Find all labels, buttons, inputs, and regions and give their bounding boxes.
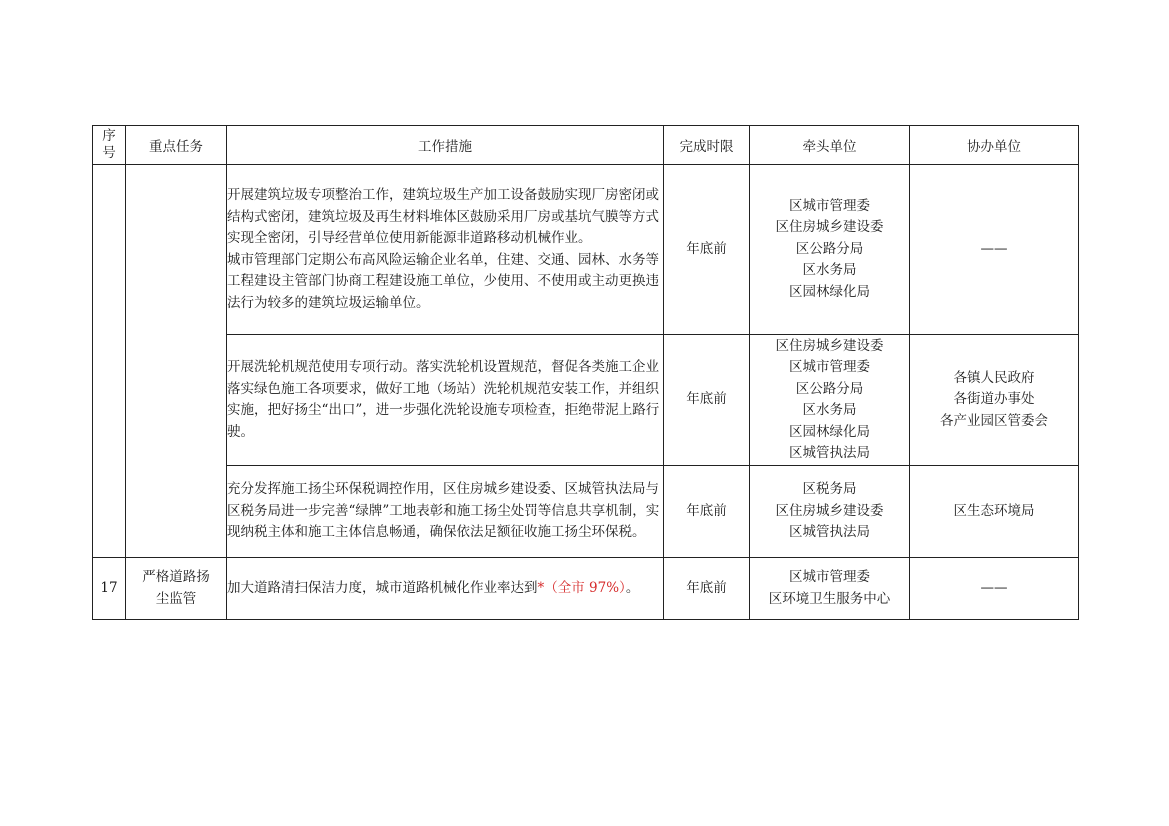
lead-units-cell: 区城市管理委 区环境卫生服务中心 — [750, 558, 910, 620]
measure-cell: 开展洗轮机规范使用专项行动。落实洗轮机设置规范，督促各类施工企业落实绿色施工各项要求，做好工地（场站）洗轮机规范安装工作，并组织实施，把好扬尘“出口”，进一步强化洗轮设施专项检查，拒绝带泥上路行驶。 — [227, 335, 664, 466]
header-deadline: 完成时限 — [664, 126, 750, 165]
seq-cell-empty — [93, 165, 126, 558]
table-row — [93, 335, 1079, 466]
deadline-cell: 年底前 — [664, 466, 750, 558]
assist-cell: 区生态环境局 — [910, 466, 1079, 558]
lead-units-cell: 区住房城乡建设委 区城市管理委 区公路分局 区水务局 区园林绿化局 区城管执法局 — [750, 335, 910, 466]
header-seq: 序 号 — [93, 126, 126, 165]
assist-cell: —— — [910, 165, 1079, 335]
header-assist: 协办单位 — [910, 126, 1079, 165]
task-cell-empty — [126, 165, 227, 558]
seq-cell: 17 — [93, 558, 126, 620]
measure-cell: 加大道路清扫保洁力度，城市道路机械化作业率达到*（全市 97%）。 — [227, 558, 664, 620]
deadline-cell: 年底前 — [664, 335, 750, 466]
lead-units-cell: 区城市管理委 区住房城乡建设委 区公路分局 区水务局 区园林绿化局 — [750, 165, 910, 335]
lead-units-cell: 区税务局 区住房城乡建设委 区城管执法局 — [750, 466, 910, 558]
header-measures: 工作措施 — [227, 126, 664, 165]
assist-cell: —— — [910, 558, 1079, 620]
measure-cell: 充分发挥施工扬尘环保税调控作用，区住房城乡建设委、区城管执法局与区税务局进一步完善“绿牌”工地表彰和施工扬尘处罚等信息共享机制，实现纳税主体和施工主体信息畅通，确保依法足额征收施工扬尘环保税。 — [227, 466, 664, 558]
assist-units-cell: 各镇人民政府 各街道办事处 各产业园区管委会 — [910, 335, 1079, 466]
header-task: 重点任务 — [126, 126, 227, 165]
task-table — [92, 125, 1079, 620]
task-cell: 严格道路扬 尘监管 — [126, 558, 227, 620]
table-row — [93, 466, 1079, 558]
header-lead: 牵头单位 — [750, 126, 910, 165]
deadline-cell: 年底前 — [664, 558, 750, 620]
deadline-cell: 年底前 — [664, 165, 750, 335]
header-row — [93, 126, 1079, 165]
table-row — [93, 165, 1079, 335]
table-row — [93, 558, 1079, 620]
measure-highlight: *（全市 97%） — [537, 579, 626, 596]
measure-cell: 开展建筑垃圾专项整治工作，建筑垃圾生产加工设备鼓励实现厂房密闭或结构式密闭，建筑垃圾及再生材料堆体区鼓励采用厂房或基坑气膜等方式实现全密闭，引导经营单位使用新能源非道路移动机械作业。 城市管理部门定期公布高风险运输企业名单，住建、交通、园林、水务等工程建设主管部门协商工程建设施工单位，少使用、不使用或主动更换违法行为较多的建筑垃圾运输单位。 — [227, 165, 664, 335]
